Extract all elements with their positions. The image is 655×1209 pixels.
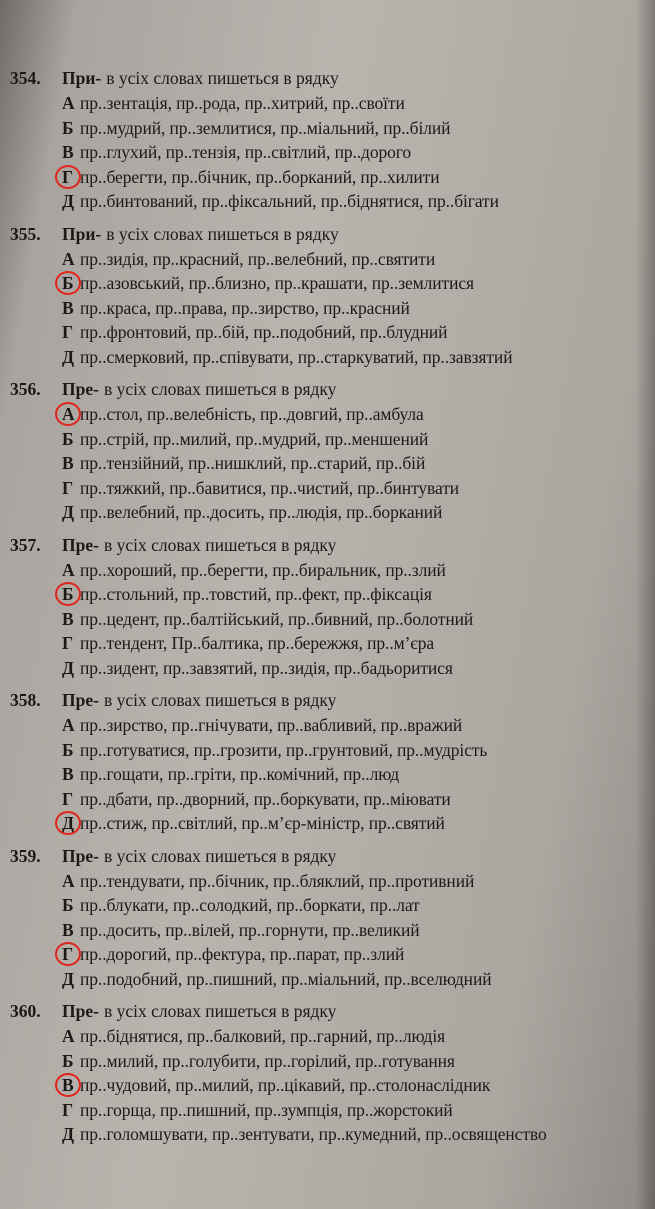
answer-option <box>10 500 641 525</box>
answer-option <box>10 1049 641 1074</box>
answer-option <box>10 345 641 370</box>
option-letter: Д <box>62 191 75 211</box>
option-letter: Г <box>62 477 74 498</box>
answer-option <box>10 427 641 452</box>
answer-option <box>10 1098 641 1123</box>
option-letter: А <box>62 1026 75 1046</box>
answer-option <box>10 942 641 967</box>
option-words: пр..тендувати, пр..бічник, пр..бляклий, пр..противний <box>80 870 475 891</box>
task-heading <box>10 999 641 1024</box>
answer-option <box>10 1024 641 1049</box>
task-question: в усіх словах пишеться в рядку <box>106 223 339 244</box>
option-letter: В <box>62 142 74 162</box>
answer-circle-mark <box>55 402 81 426</box>
option-words: пр..смерковий, пр..співувати, пр..старкуватий, пр..завзятий <box>80 346 513 367</box>
option-letter: Б <box>62 117 74 138</box>
option-words: пр..зидент, пр..завзятий, пр..зидія, пр..бадьоритися <box>80 657 453 678</box>
answer-circle-mark <box>55 165 81 189</box>
option-letter: В <box>62 608 74 629</box>
option-words: пр..тензійний, пр..нишклий, пр..старий, пр..бій <box>80 453 426 473</box>
task-question: в усіх словах пишеться в рядку <box>103 845 337 866</box>
option-words: пр..фронтовий, пр..бій, пр..подобний, пр..блудний <box>80 322 448 342</box>
option-words: пр..мудрий, пр..землитися, пр..міальний, пр..білий <box>80 117 451 138</box>
answer-option <box>10 91 641 116</box>
option-words: пр..милий, пр..голубити, пр..горілий, пр..готування <box>80 1050 455 1071</box>
answer-option <box>10 296 641 321</box>
task-prefix: Пре- <box>62 1001 99 1021</box>
task-heading <box>10 688 641 713</box>
answer-option <box>10 402 641 427</box>
task-question: в усіх словах пишеться в рядку <box>103 690 337 710</box>
task-heading <box>10 377 641 402</box>
answer-option <box>10 918 641 943</box>
task-6 <box>10 844 641 992</box>
task-5 <box>10 688 641 836</box>
task-7 <box>10 999 641 1147</box>
answer-option <box>10 656 641 681</box>
task-number: 359. <box>10 845 41 866</box>
task-2 <box>10 222 641 370</box>
option-letter: Г <box>62 166 74 187</box>
option-letter: В <box>62 1075 74 1095</box>
task-question: в усіх словах пишеться в рядку <box>103 379 337 399</box>
task-prefix: Пре- <box>62 534 99 555</box>
option-words: пр..бинтований, пр..фіксальний, пр..біднятися, пр..бігати <box>80 191 499 211</box>
answer-option <box>10 116 641 141</box>
answer-circle-mark <box>55 942 81 966</box>
option-words: пр..цедент, пр..балтійський, пр..бивний, пр..болотний <box>80 608 474 629</box>
answer-option <box>10 582 641 607</box>
answer-option <box>10 140 641 165</box>
option-letter: А <box>62 559 75 580</box>
answer-option <box>10 320 641 345</box>
task-question: в усіх словах пишеться в рядку <box>103 534 337 555</box>
option-letter: Д <box>62 502 75 522</box>
option-words: пр..горща, пр..пишний, пр..зумпція, пр..жорстокий <box>80 1099 453 1120</box>
task-number: 357. <box>10 534 41 555</box>
option-letter: А <box>62 93 75 113</box>
task-heading <box>10 533 641 558</box>
option-letter: Б <box>62 273 74 293</box>
answer-option <box>10 762 641 787</box>
option-letter: В <box>62 297 74 318</box>
option-letter: Д <box>62 1124 75 1144</box>
option-letter: Б <box>62 1050 74 1071</box>
answer-option <box>10 476 641 501</box>
option-words: пр..хороший, пр..берегти, пр..биральник, пр..злий <box>80 559 446 580</box>
option-letter: А <box>62 248 75 269</box>
option-words: пр..біднятися, пр..балковий, пр..гарний, пр..людія <box>80 1026 446 1046</box>
task-question: в усіх словах пишеться в рядку <box>103 1001 337 1021</box>
option-letter: А <box>62 715 75 735</box>
option-words: пр..стрій, пр..милий, пр..мудрий, пр..меншений <box>80 428 429 449</box>
task-number: 354. <box>10 68 41 88</box>
option-letter: Г <box>62 322 74 342</box>
task-number: 356. <box>10 379 41 399</box>
answer-option <box>10 451 641 476</box>
option-words: пр..стольний, пр..товстий, пр..фект, пр..фіксація <box>80 584 432 604</box>
answer-circle-mark <box>55 811 81 835</box>
answer-option <box>10 893 641 918</box>
option-words: пр..тендент, Пр..балтика, пр..бережжя, пр..м’єра <box>80 633 435 653</box>
option-words: пр..зидія, пр..красний, пр..велебний, пр..святити <box>80 248 436 269</box>
option-words: пр..стиж, пр..світлий, пр..м’єр-міністр, пр..святий <box>80 813 445 833</box>
task-4 <box>10 533 641 681</box>
option-letter: В <box>62 764 74 784</box>
option-words: пр..гощати, пр..гріти, пр..комічний, пр..люд <box>80 764 400 784</box>
page-edge-shadow <box>635 0 655 1209</box>
answer-option <box>10 738 641 763</box>
option-letter: Г <box>62 944 74 964</box>
task-list <box>10 66 641 1147</box>
option-words: пр..блукати, пр..солодкий, пр..боркати, пр..лат <box>80 895 420 915</box>
option-words: пр..велебний, пр..досить, пр..людія, пр..борканий <box>80 502 443 522</box>
answer-option <box>10 1073 641 1098</box>
option-letter: Г <box>62 788 74 809</box>
option-letter: В <box>62 919 74 940</box>
task-number: 358. <box>10 690 41 710</box>
answer-circle-mark <box>55 271 81 295</box>
answer-option <box>10 713 641 738</box>
answer-circle-mark <box>55 1073 81 1097</box>
task-3 <box>10 377 641 525</box>
task-prefix: Пре- <box>62 845 99 866</box>
option-letter: Б <box>62 428 74 449</box>
task-prefix: Пре- <box>62 690 99 710</box>
answer-option <box>10 189 641 214</box>
answer-option <box>10 607 641 632</box>
option-letter: А <box>62 870 75 891</box>
option-letter: В <box>62 453 74 473</box>
answer-option <box>10 869 641 894</box>
option-words: пр..чудовий, пр..милий, пр..цікавий, пр..столонаслідник <box>80 1075 491 1095</box>
option-letter: Б <box>62 584 74 604</box>
task-prefix: При- <box>62 223 102 244</box>
option-words: пр..глухий, пр..тензія, пр..світлий, пр..дорого <box>80 142 412 162</box>
option-letter: А <box>62 404 75 424</box>
answer-option <box>10 558 641 583</box>
option-words: пр..краса, пр..права, пр..зирство, пр..красний <box>80 297 410 318</box>
option-letter: Д <box>62 968 75 989</box>
answer-option <box>10 165 641 190</box>
answer-option <box>10 271 641 296</box>
option-words: пр..азовський, пр..близно, пр..крашати, пр..землитися <box>80 273 474 293</box>
task-1 <box>10 66 641 214</box>
option-words: пр..зирство, пр..гнічувати, пр..вабливий, пр..вражий <box>80 715 463 735</box>
task-prefix: Пре- <box>62 379 99 399</box>
task-heading <box>10 222 641 247</box>
answer-option <box>10 631 641 656</box>
option-words: пр..берегти, пр..бічник, пр..борканий, пр..хилити <box>80 166 440 187</box>
task-heading <box>10 66 641 91</box>
option-words: пр..досить, пр..вілей, пр..горнути, пр..великий <box>80 919 420 940</box>
option-letter: Б <box>62 895 74 915</box>
option-letter: Б <box>62 739 74 760</box>
option-words: пр..подобний, пр..пишний, пр..міальний, пр..вселюдний <box>80 968 492 989</box>
option-letter: Г <box>62 633 74 653</box>
option-words: пр..стол, пр..велебність, пр..довгий, пр..амбула <box>80 404 424 424</box>
answer-option <box>10 967 641 992</box>
task-prefix: При- <box>62 68 102 88</box>
option-words: пр..голомшувати, пр..зентувати, пр..кумедний, пр..освященство <box>80 1124 547 1144</box>
option-words: пр..зентація, пр..рода, пр..хитрий, пр..своїти <box>80 93 405 113</box>
answer-option <box>10 1122 641 1147</box>
task-number: 355. <box>10 223 41 244</box>
answer-circle-mark <box>55 582 81 606</box>
answer-option <box>10 787 641 812</box>
option-letter: Д <box>62 813 75 833</box>
option-letter: Г <box>62 1099 74 1120</box>
task-heading <box>10 844 641 869</box>
option-letter: Д <box>62 657 75 678</box>
option-words: пр..дбати, пр..дворний, пр..боркувати, пр..міювати <box>80 788 451 809</box>
option-words: пр..готуватися, пр..грозити, пр..грунтовий, пр..мудрість <box>80 739 488 760</box>
option-words: пр..дорогий, пр..фектура, пр..парат, пр..злий <box>80 944 405 964</box>
option-letter: Д <box>62 346 75 367</box>
answer-option <box>10 247 641 272</box>
task-number: 360. <box>10 1001 41 1021</box>
answer-option <box>10 811 641 836</box>
option-words: пр..тяжкий, пр..бавитися, пр..чистий, пр..бинтувати <box>80 477 460 498</box>
task-question: в усіх словах пишеться в рядку <box>106 68 339 88</box>
